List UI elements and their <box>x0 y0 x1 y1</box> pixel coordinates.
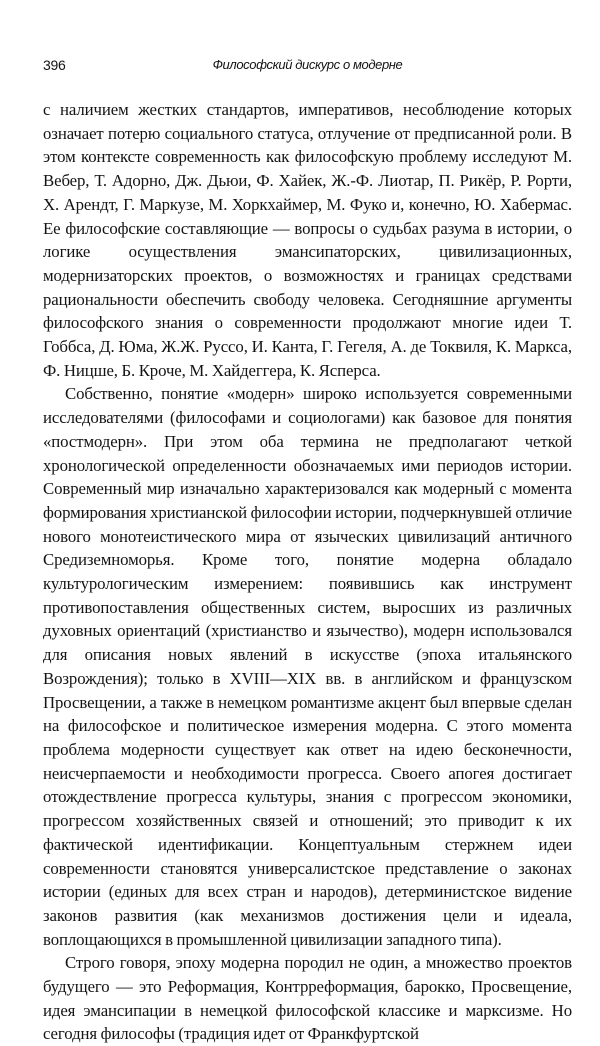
paragraph-projects: Строго говоря, эпоху модерна породил не один, а множество проектов будущего — это Реформация, Контрреформация, барокко, Просвещение, идея эмансипации в немецкой философской классике и марксизме. Но сегодня философы (традиция идет от Франкфуртской <box>43 953 572 1044</box>
body-text <box>43 98 572 1046</box>
running-title: Философский дискурс о модерне <box>212 57 403 72</box>
paragraph-modern-concept: Собственно, понятие «модерн» широко используется современными исследователями (философами и социологами) как базовое для понятия «постмодерн». При этом оба термина не предполагают четкой хронологической определенности обозначаемых ими периодов истории. Современный мир изначально характеризовался как модерный с момента формирования христианской философии истории, подчеркнувшей отличие нового монотеистического мира от языческих цивилизаций античного Средиземноморья. Кроме того, понятие модерна обладало культурологическим измерением: появившись как инструмент противопоставления общественных систем, выросших из различных духовных ориентаций (христианство и язычество), модерн использовался для описания новых явлений в искусстве (эпоха итальянского Возрождения); только в XVIII—XIX вв. в английском и французском Просвещении, а также в немецком романтизме акцент был впервые сделан на философское и политическое измерения модерна. С этого момента проблема модерности существует как ответ на идею бесконечности, неисчерпаемости и необходимости прогресса. Своего апогея достигает отождествление прогресса культуры, знания с прогрессом экономики, прогрессом хозяйственных связей и отношений; это приводит к их фактической идентификации. Концептуальным стержнем идеи современности становятся универсалистское представление о законах истории (единых для всех стран и народов), детерминистское видение законов развития (как механизмов достижения цели и идеала, воплощающихся в промышленной цивилизации западного типа). <box>43 384 572 949</box>
page-number: 396 <box>43 57 66 73</box>
page-header <box>43 57 572 77</box>
paragraph-continuation: с наличием жестких стандартов, императивов, несоблюдение которых означает потерю социального статуса, отлучение от предписанной роли. В этом контексте современность как философскую проблему исследуют М. Вебер, Т. Адорно, Дж. Дьюи, Ф. Хайек, Ж.-Ф. Лиотар, П. Рикёр, Р. Рорти, Х. Арендт, Г. Маркузе, М. Хоркхаймер, М. Фуко и, конечно, Ю. Хабермас. Ее философские составляющие — вопросы о судьбах разума в истории, о логике осуществления эмансипаторских, цивилизационных, модернизаторских проектов, о возможностях и границах средствами рациональности обеспечить свободу человека. Сегодняшние аргументы философского знания о современности продолжают многие идеи Т. Гоббса, Д. Юма, Ж.Ж. Руссо, И. Канта, Г. Гегеля, А. де Токвиля, К. Маркса, Ф. Ницше, Б. Кроче, М. Хайдеггера, К. Ясперса. <box>43 100 572 380</box>
